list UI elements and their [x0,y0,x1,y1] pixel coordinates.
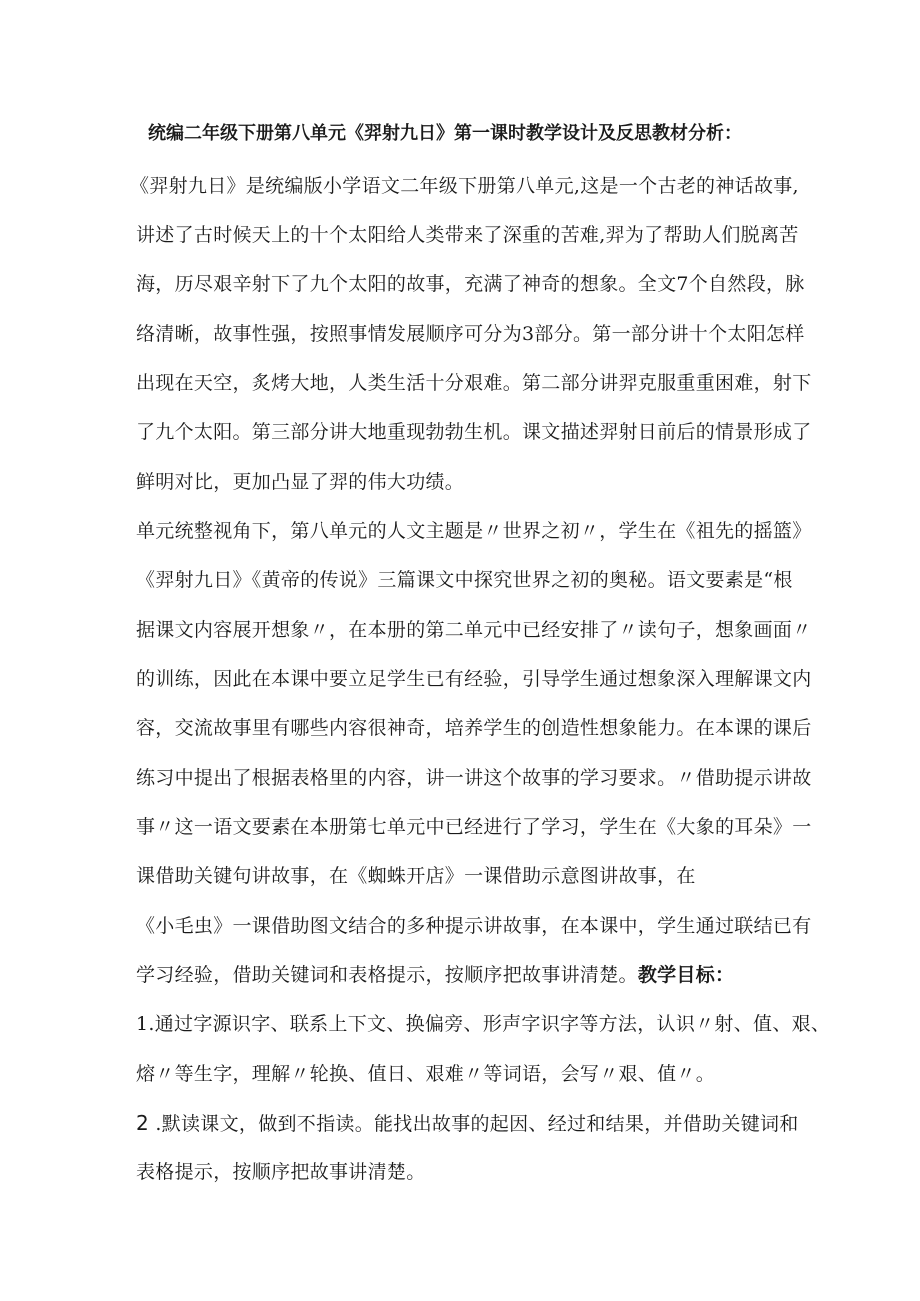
goals-heading: 教学目标： [637,964,735,986]
analysis-line-5: 出现在天空，炙烤大地，人类生活十分艰难。第二部分讲羿克服重重困难，射下 [136,372,812,394]
goal-1-line-1: 1.通过字源识字、联系上下文、换偏旁、形声字识字等方法，认识〃射、值、艰、 [136,1013,831,1035]
analysis-line-1: 《羿射九日》是统编版小学语文二年级下册第八单元,这是一个古老的神话故事, [130,175,799,197]
goal-2-line-1-text: .默读课文，做到不指读。能找出故事的起因、经过和结果，并借助关键词和 [149,1113,799,1135]
unit-line-3: 据课文内容展开想象〃，在本册的第二单元中已经安排了〃读句子，想象画面〃 [136,619,812,641]
unit-line-9: 《小毛虫》一课借助图文结合的多种提示讲故事，在本课中，学生通过联结已有 [136,915,812,937]
unit-line-10-text: 学习经验，借助关键词和表格提示，按顺序把故事讲清楚。 [136,964,638,986]
goal-2-line-1 [136,1111,799,1136]
analysis-line-6: 了九个太阳。第三部分讲大地重现勃勃生机。课文描述羿射日前后的情景形成了 [136,421,812,443]
unit-line-2: 《羿射九日》《黄帝的传说》三篇课文中探究世界之初的奥秘。语文要素是“根 [136,569,793,591]
unit-line-10 [136,963,734,987]
unit-line-6: 练习中提出了根据表格里的内容，讲一讲这个故事的学习要求。〃借助提示讲故 [136,767,812,789]
unit-line-7: 事〃这一语文要素在本册第七单元中已经进行了学习，学生在《大象的耳朵》一 [136,816,812,838]
analysis-line-2: 讲述了古时候天上的十个太阳给人类带来了深重的苦难,羿为了帮助人们脱离苦 [136,224,799,246]
unit-line-4: 的训练，因此在本课中要立足学生已有经验，引导学生通过想象深入理解课文内 [136,668,812,690]
document-title: 统编二年级下册第八单元《羿射九日》第一课时教学设计及反思教材分析： [148,123,742,144]
unit-line-1: 单元统整视角下，第八单元的人文主题是〃世界之初〃，学生在《祖先的摇篮》 [136,520,812,542]
unit-line-8: 课借助关键句讲故事，在《蜘蛛开店》一课借助示意图讲故事，在 [136,865,696,887]
analysis-line-4: 络清晰，故事性强，按照事情发展顺序可分为3部分。第一部分讲十个太阳怎样 [136,323,805,345]
analysis-line-7: 鲜明对比，更加凸显了羿的伟大功绩。 [136,471,465,493]
goal-2-number: 2 [136,1111,150,1135]
unit-line-5: 容，交流故事里有哪些内容很神奇，培养学生的创造性想象能力。在本课的课后 [136,717,812,739]
goal-2-line-2: 表格提示，按顺序把故事讲清楚。 [136,1161,426,1183]
analysis-line-3: 海，历尽艰辛射下了九个太阳的故事，充满了神奇的想象。全文7个自然段，脉 [136,273,805,295]
goal-1-line-2: 熔〃等生字，理解〃轮换、值日、艰难〃等词语，会写〃艰、值〃。 [136,1063,716,1085]
